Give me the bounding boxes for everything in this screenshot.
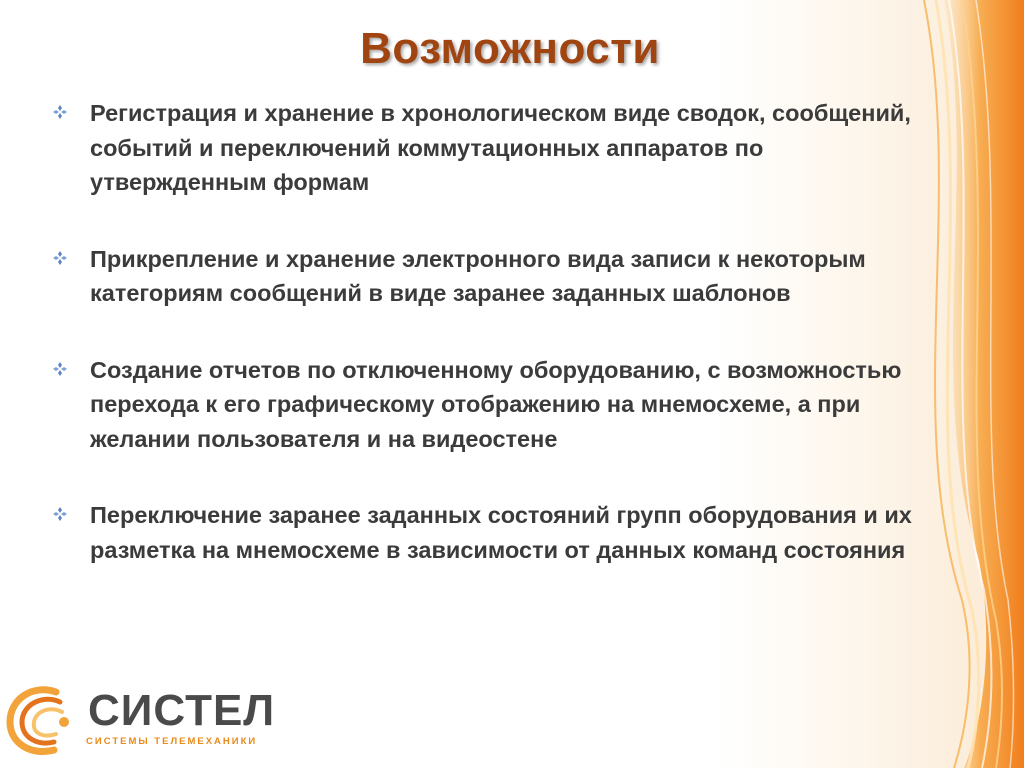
bullet-text: Создание отчетов по отключенному оборудованию, с возможностью перехода к его графическому отображению на мнемосхеме, а при желании пользователя и на видеостене (90, 356, 902, 452)
bullet-item (50, 242, 930, 311)
bullet-text: Регистрация и хранение в хронологическом виде сводок, сообщений, событий и переключений коммутационных аппаратов по утвержденным формам (90, 100, 911, 195)
bullet-list (50, 96, 930, 609)
bullet-text: Переключение заранее заданных состояний групп оборудования и их разметка на мнемосхеме в зависимости от данных команд состояния (90, 502, 912, 563)
swirl-logo-icon (4, 682, 82, 758)
diamond-cluster-icon (52, 361, 68, 377)
company-logo (0, 680, 276, 760)
diamond-cluster-icon (52, 250, 68, 266)
logo-subtitle: СИСТЕМЫ ТЕЛЕМЕХАНИКИ (86, 736, 258, 747)
page-title: Возможности (360, 24, 660, 73)
diamond-cluster-icon (52, 506, 68, 522)
bullet-item (50, 96, 930, 200)
bullet-text: Прикрепление и хранение электронного вида записи к некоторым категориям сообщений в виде заранее заданных шаблонов (90, 245, 866, 306)
bullet-item (50, 353, 930, 457)
bullet-item (50, 498, 930, 567)
diamond-cluster-icon (52, 104, 68, 120)
logo-name: СИСТЕЛ (88, 686, 276, 735)
